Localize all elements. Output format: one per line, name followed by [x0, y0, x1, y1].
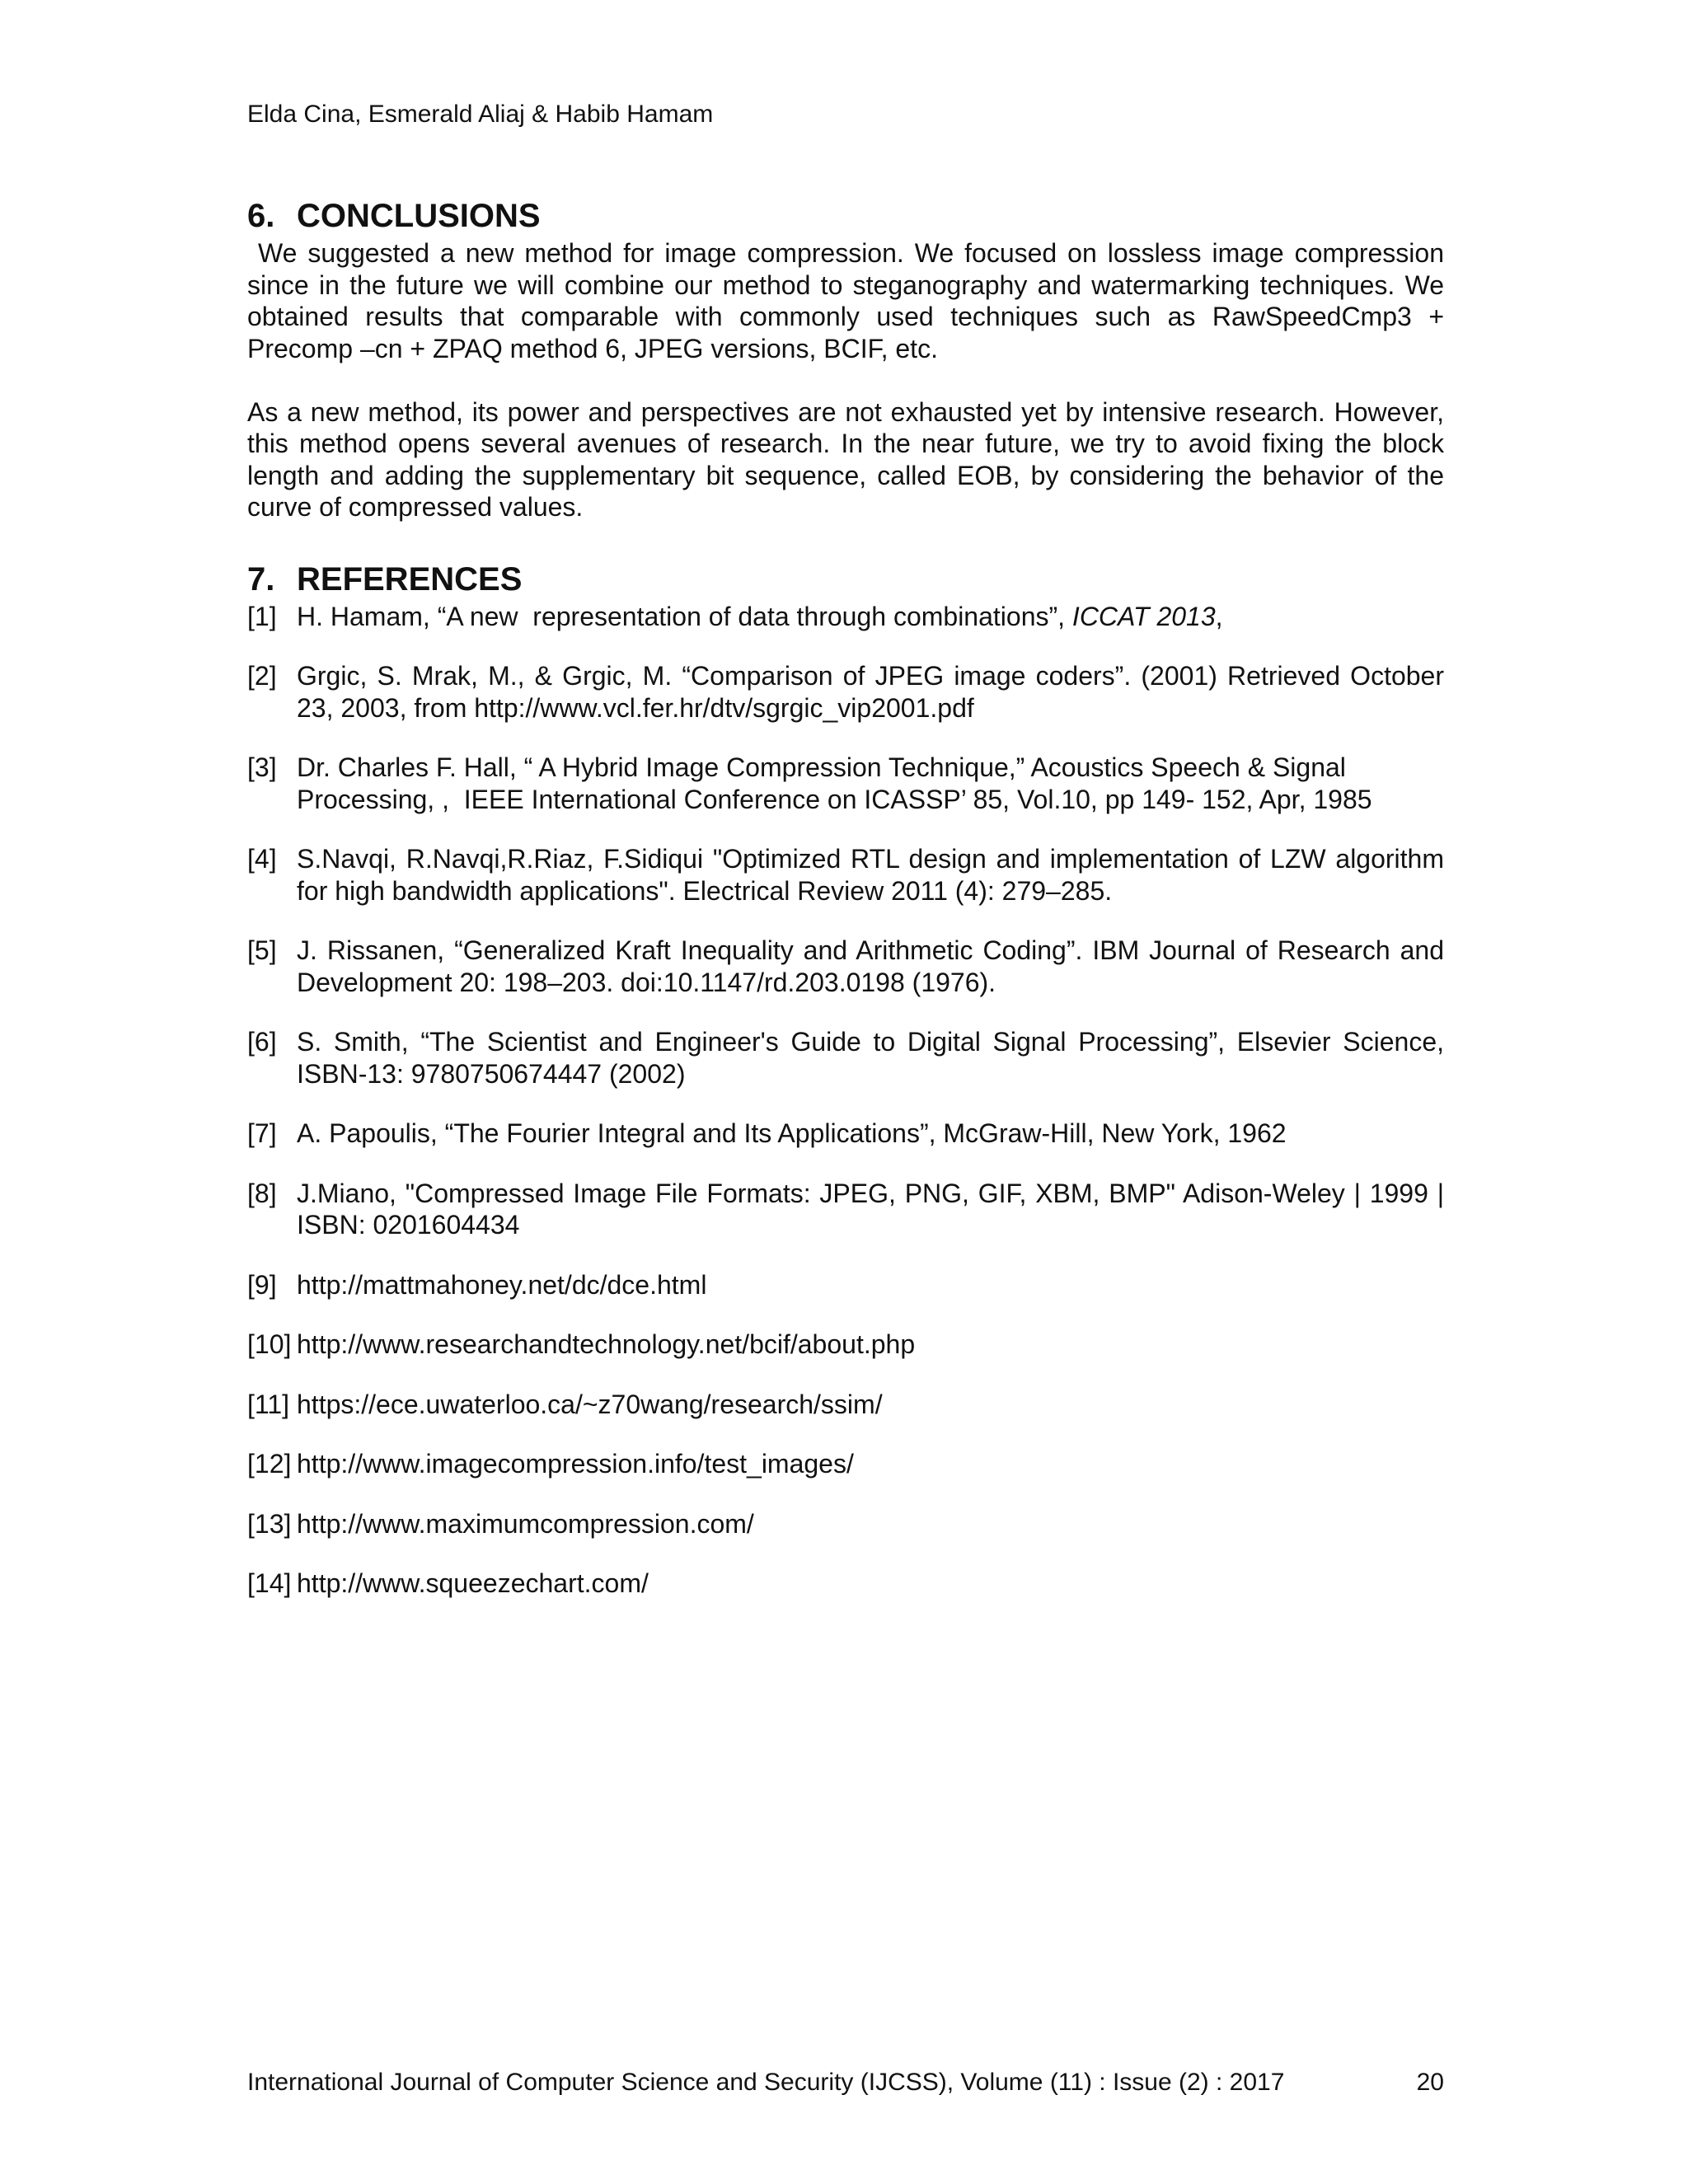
references-section-number: 7. [247, 560, 275, 598]
reference-item [247, 601, 1444, 633]
reference-url: http://www.imagecompression.info/test_images/ [297, 1449, 854, 1479]
reference-tag: [4] [247, 844, 277, 874]
reference-item [247, 843, 1444, 907]
reference-text: J.Miano, "Compressed Image File Formats: JPEG, PNG, GIF, XBM, BMP" Adison-Weley | 1999 | ISBN: 0201604434 [297, 1178, 1444, 1240]
running-header-authors: Elda Cina, Esmerald Aliaj & Habib Hamam [247, 101, 714, 128]
reference-tag: [8] [247, 1178, 277, 1208]
conclusions-paragraph-1: We suggested a new method for image compression. We focused on lossless image compression since in the future we will combine our method to steganography and watermarking techniques. We obtained results that comparable with commonly used techniques such as RawSpeedCmp3 + Precomp –cn + ZPAQ method 6, JPEG versions, BCIF, etc. [247, 238, 1451, 363]
footer-journal-citation: International Journal of Computer Science and Security (IJCSS), Volume (11) : Issue (2) : 2017 [247, 2069, 1285, 2096]
reference-tag: [2] [247, 661, 277, 691]
reference-text-main: H. Hamam, “A new representation of data through combinations”, [297, 601, 1072, 631]
reference-tag: [6] [247, 1027, 277, 1057]
reference-text-trailing: , [1215, 601, 1223, 631]
reference-text: Dr. Charles F. Hall, “ A Hybrid Image Compression Technique,” Acoustics Speech & Signal Processing, , IEEE International Conference on ICASSP’ 85, Vol.10, pp 149- 152, Apr, 1985 [297, 752, 1372, 814]
reference-url: http://www.squeezechart.com/ [297, 1568, 649, 1598]
reference-item [247, 1329, 1444, 1361]
conclusions-section-number: 6. [247, 198, 275, 234]
reference-item [247, 752, 1444, 815]
reference-tag: [12] [247, 1449, 292, 1479]
page-content [247, 194, 1451, 1600]
reference-item [247, 1568, 1444, 1600]
references-heading [247, 558, 1444, 601]
reference-text: A. Papoulis, “The Fourier Integral and Its Applications”, McGraw-Hill, New York, 1962 [297, 1118, 1287, 1148]
conclusions-body [247, 237, 1451, 523]
conclusions-paragraph-2: As a new method, its power and perspectives are not exhausted yet by intensive research. However, this method opens several avenues of research. In the near future, we try to avoid fixing the block length and adding the supplementary bit sequence, called EOB, by considering the behavior of the curve of compressed values. [247, 396, 1444, 522]
reference-text: S.Navqi, R.Navqi,R.Riaz, F.Sidiqui "Optimized RTL design and implementation of LZW algorithm for high bandwidth applications". Electrical Review 2011 (4): 279–285. [297, 844, 1444, 906]
reference-item [247, 935, 1444, 998]
reference-item [247, 1118, 1444, 1150]
reference-text: S. Smith, “The Scientist and Engineer's Guide to Digital Signal Processing”, Elsevier Science, ISBN-13: 9780750674447 (2002) [297, 1027, 1444, 1089]
reference-text: Grgic, S. Mrak, M., & Grgic, M. “Comparison of JPEG image coders”. (2001) Retrieved October 23, 2003, from http://www.vcl.fer.hr/dtv/sgrgic_vip2001.pdf [297, 661, 1444, 723]
reference-tag: [13] [247, 1508, 292, 1539]
conclusions-heading [247, 194, 1444, 237]
reference-text [297, 601, 1444, 633]
reference-url: https://ece.uwaterloo.ca/~z70wang/research/ssim/ [297, 1389, 883, 1419]
conclusions-section-title: CONCLUSIONS [297, 198, 541, 234]
reference-tag: [5] [247, 935, 277, 965]
footer-page-number: 20 [1416, 2069, 1444, 2096]
reference-tag: [10] [247, 1329, 292, 1359]
reference-item [247, 1508, 1444, 1540]
reference-tag: [3] [247, 752, 277, 782]
reference-item [247, 1178, 1444, 1241]
reference-item [247, 660, 1444, 724]
references-section-title: REFERENCES [297, 560, 523, 598]
reference-list [247, 601, 1444, 1600]
reference-url: http://mattmahoney.net/dc/dce.html [297, 1269, 707, 1300]
reference-item [247, 1448, 1444, 1480]
reference-item [247, 1269, 1444, 1301]
reference-url: http://www.maximumcompression.com/ [297, 1508, 754, 1539]
reference-item [247, 1389, 1444, 1421]
reference-url: http://www.researchandtechnology.net/bcif/about.php [297, 1329, 916, 1359]
reference-tag: [14] [247, 1568, 292, 1598]
reference-venue-italic: ICCAT 2013 [1071, 601, 1216, 631]
reference-text: J. Rissanen, “Generalized Kraft Inequality and Arithmetic Coding”. IBM Journal of Research and Development 20: 198–203. doi:10.1147/rd.203.0198 (1976). [297, 935, 1444, 997]
reference-tag: [11] [247, 1389, 289, 1419]
reference-tag: [7] [247, 1118, 277, 1148]
running-footer [247, 2067, 1444, 2098]
reference-tag: [1] [247, 601, 277, 631]
reference-tag: [9] [247, 1269, 277, 1300]
reference-item [247, 1026, 1444, 1090]
